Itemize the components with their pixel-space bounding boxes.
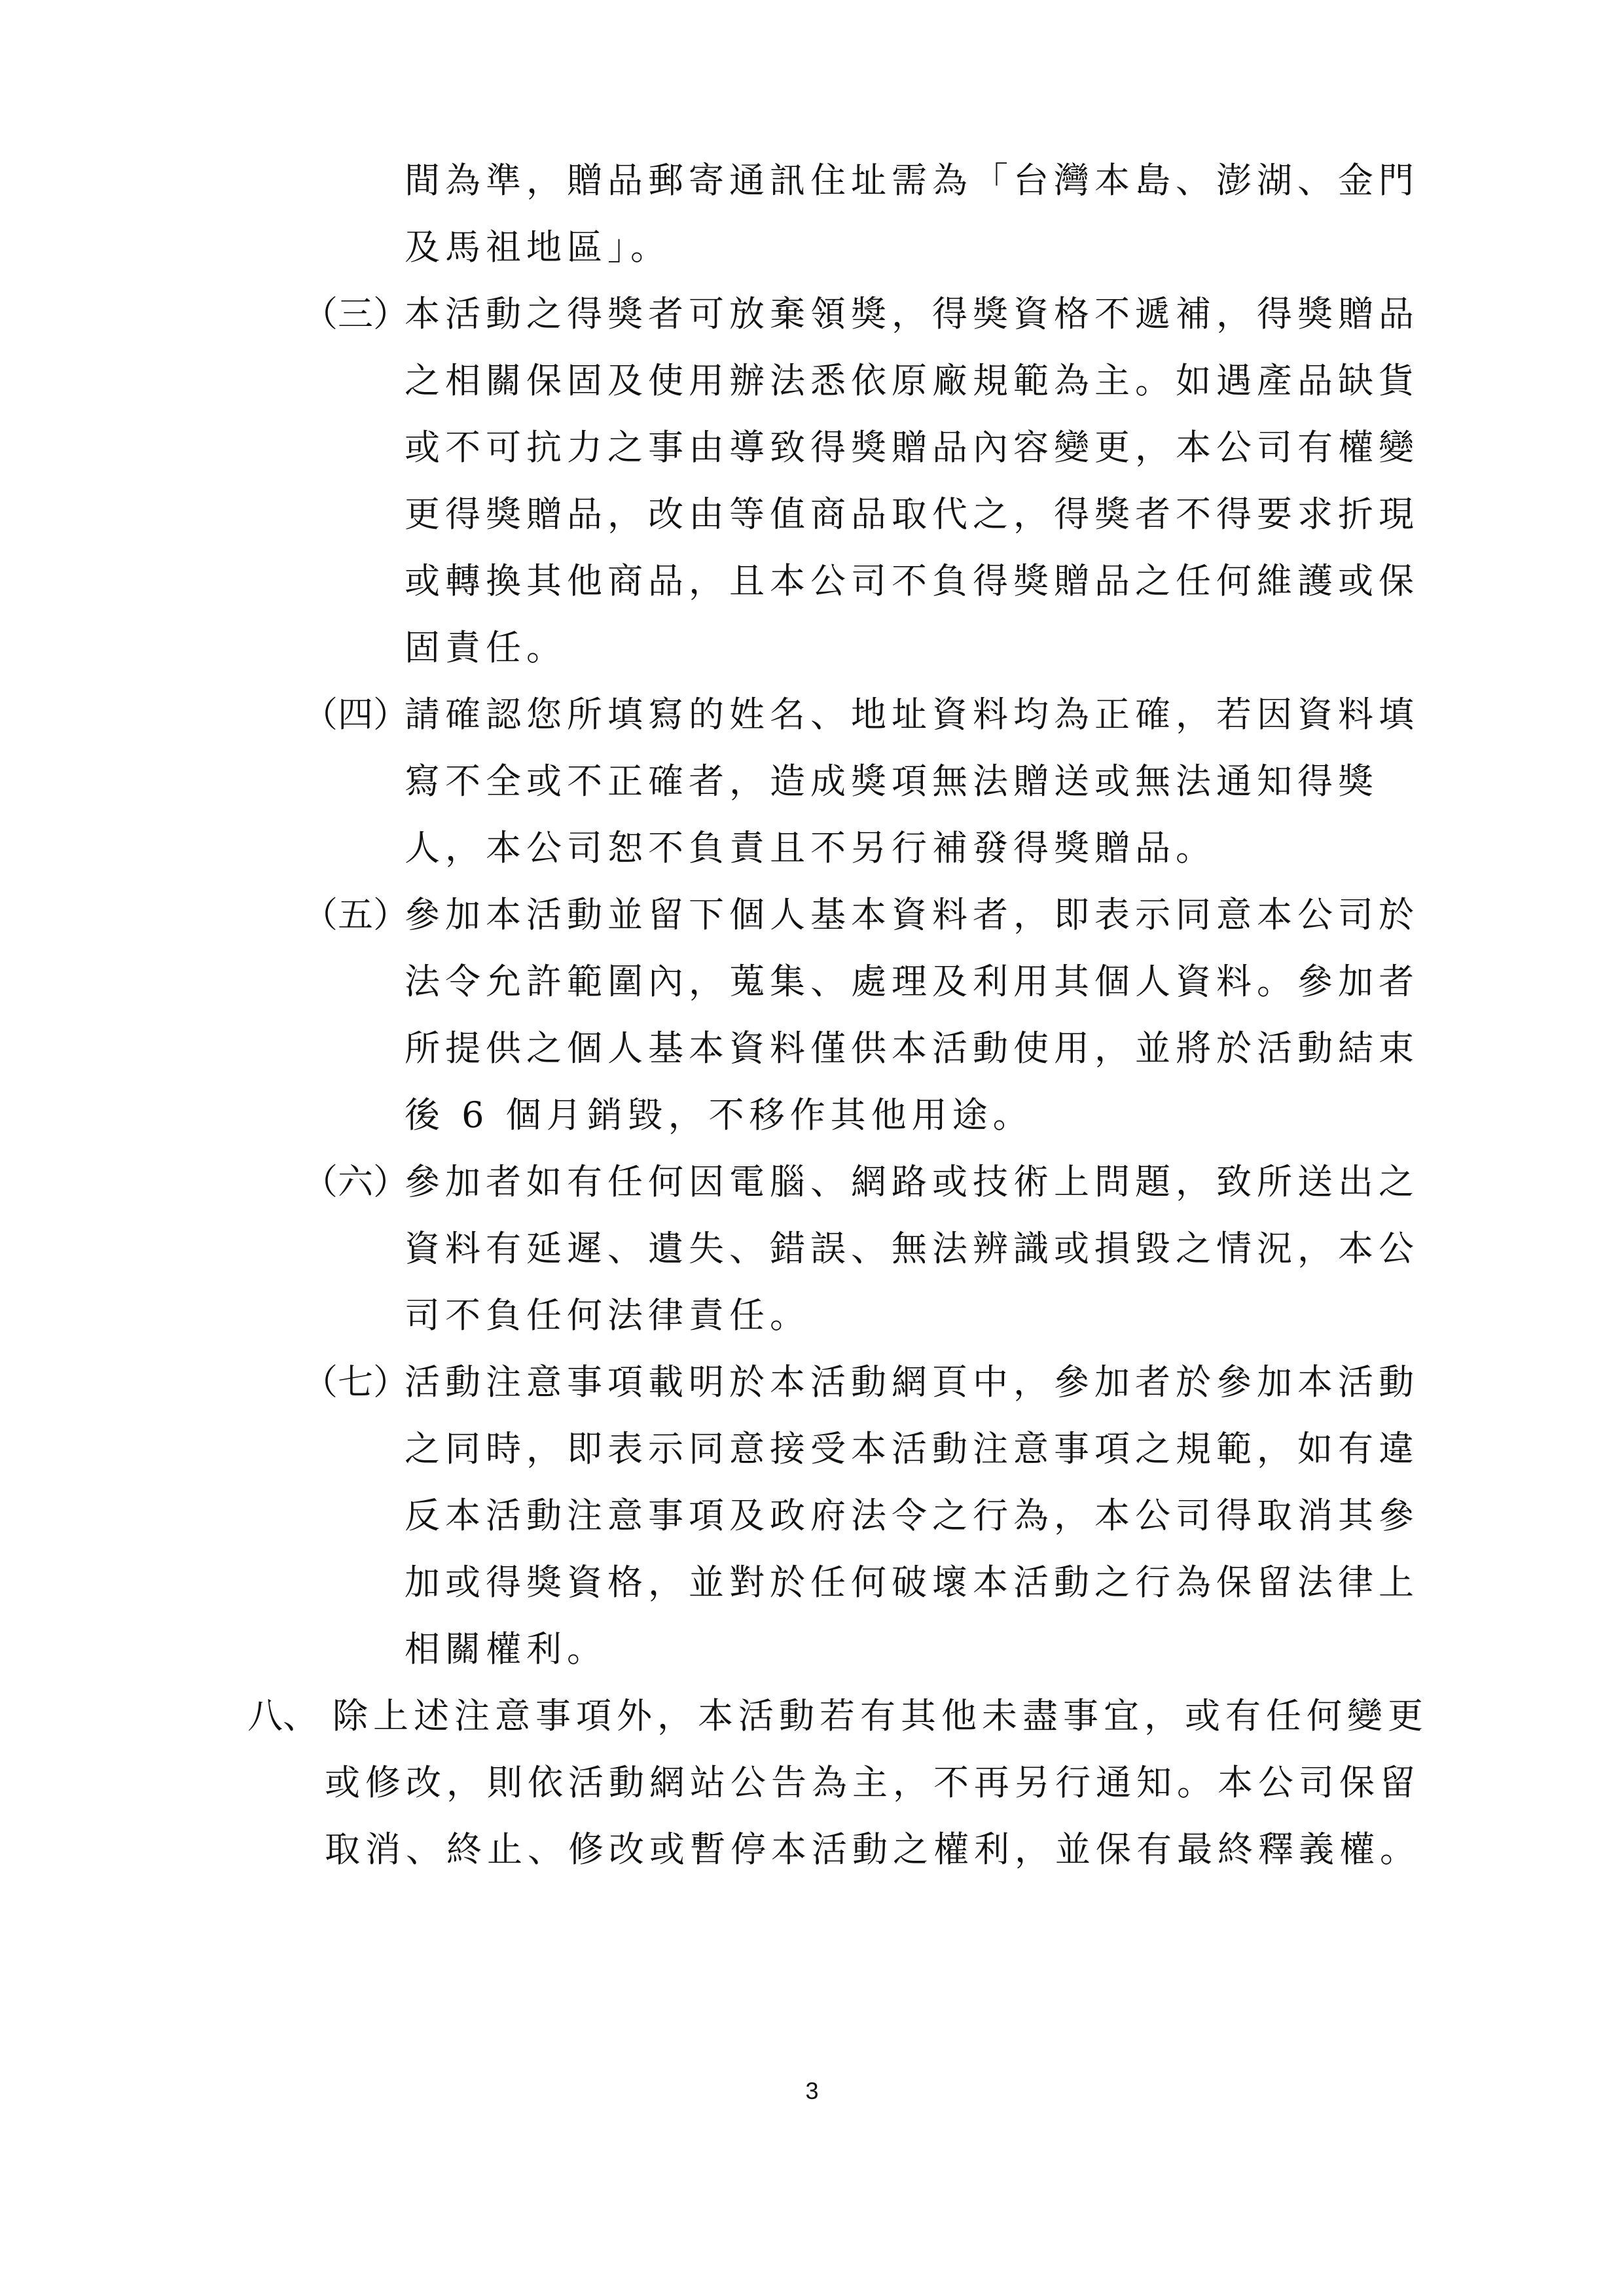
paragraph-line: 之同時，即表示同意接受本活動注意事項之規範，如有違 [405,1428,1419,1469]
paragraph-line: 法令允許範圍內，蒐集、處理及利用其個人資料。參加者 [405,961,1419,1002]
paragraph-line: 及馬祖地區」。 [405,226,671,268]
paragraph-line: 司不負任何法律責任。 [405,1295,810,1336]
paragraph-line: 所提供之個人基本資料僅供本活動使用，並將於活動結束 [405,1028,1419,1069]
paragraph-line: 反本活動注意事項及政府法令之行為，本公司得取消其參 [405,1495,1419,1536]
item-label-5: （五） [302,894,408,935]
paragraph-line: 資料有延遲、遺失、錯誤、無法辨識或損毀之情況，本公 [405,1228,1419,1269]
item-label-3: （三） [302,293,408,334]
paragraph-line: 本活動之得獎者可放棄領獎，得獎資格不遞補，得獎贈品 [405,293,1419,334]
section-label-8: 八、 [247,1695,318,1736]
paragraph-line: 固責任。 [405,627,567,668]
paragraph-line: 寫不全或不正確者，造成獎項無法贈送或無法通知得獎 [405,761,1379,802]
paragraph-line: 間為準，贈品郵寄通訊住址需為「台灣本島、澎湖、金門 [405,160,1419,201]
paragraph-line: 之相關保固及使用辦法悉依原廠規範為主。如遇產品缺貨 [405,360,1419,401]
paragraph-line: 相關權利。 [405,1628,607,1670]
paragraph-line: 或轉換其他商品，且本公司不負得獎贈品之任何維護或保 [405,560,1419,601]
paragraph-line: 加或得獎資格，並對於任何破壞本活動之行為保留法律上 [405,1562,1419,1603]
paragraph-line: 更得獎贈品，改由等值商品取代之，得獎者不得要求折現 [405,493,1419,535]
paragraph-line: 除上述注意事項外，本活動若有其他未盡事宜，或有任何變更 [333,1695,1428,1736]
paragraph-line: 參加者如有任何因電腦、網路或技術上問題，致所送出之 [405,1161,1419,1202]
paragraph-line: 取消、終止、修改或暫停本活動之權利，並保有最終釋義權。 [325,1829,1420,1870]
item-label-6: （六） [302,1161,408,1202]
item-label-4: （四） [302,694,408,735]
item-label-7: （七） [302,1361,408,1403]
paragraph-line: 或不可抗力之事由導致得獎贈品內容變更，本公司有權變 [405,427,1419,468]
paragraph-line: 或修改，則依活動網站公告為主，不再另行通知。本公司保留 [325,1762,1420,1803]
paragraph-line: 人，本公司恕不負責且不另行補發得獎贈品。 [405,827,1216,869]
paragraph-line: 活動注意事項載明於本活動網頁中，參加者於參加本活動 [405,1361,1419,1403]
page-number: 3 [805,2077,819,2104]
paragraph-line: 參加本活動並留下個人基本資料者，即表示同意本公司於 [405,894,1419,935]
paragraph-line: 請確認您所填寫的姓名、地址資料均為正確，若因資料填 [405,694,1419,735]
paragraph-line: 後 6 個月銷毀，不移作其他用途。 [405,1094,1034,1136]
